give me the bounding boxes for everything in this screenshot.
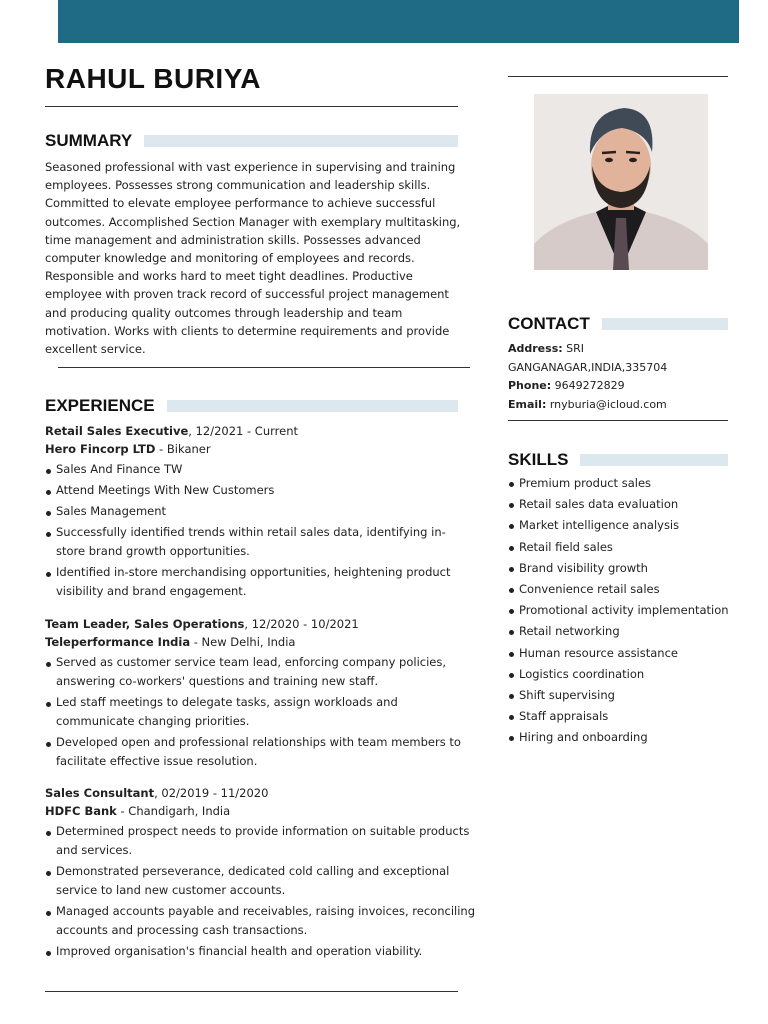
job-bullet: Identified in-store merchandising opportunities, heightening product visibility and brand engagement. bbox=[45, 563, 475, 601]
skill-item: Market intelligence analysis bbox=[508, 516, 730, 534]
contact-heading-bar bbox=[602, 318, 728, 330]
job-bullet: Sales And Finance TW bbox=[45, 460, 475, 479]
profile-photo-illustration bbox=[534, 94, 708, 270]
job-title-line bbox=[45, 422, 475, 440]
job-bullets bbox=[45, 822, 475, 961]
phone-label: Phone: bbox=[508, 379, 552, 392]
job-dates: , 12/2020 - 10/2021 bbox=[244, 617, 359, 631]
summary-divider bbox=[58, 367, 470, 368]
contact-email bbox=[508, 396, 730, 415]
job-title-line bbox=[45, 784, 475, 802]
job-bullet: Improved organisation's financial health and operation viability. bbox=[45, 942, 475, 961]
experience-title: EXPERIENCE bbox=[45, 396, 155, 415]
address-line2: GANGANAGAR,INDIA,335704 bbox=[508, 360, 668, 374]
job-role: Sales Consultant bbox=[45, 786, 155, 800]
contact-address bbox=[508, 340, 730, 359]
job-entry bbox=[45, 615, 475, 773]
skill-item: Promotional activity implementation bbox=[508, 601, 730, 619]
job-bullet: Attend Meetings With New Customers bbox=[45, 481, 475, 500]
email-value: rnyburia@icloud.com bbox=[549, 397, 667, 411]
experience-heading bbox=[45, 396, 458, 416]
contact-title: CONTACT bbox=[508, 314, 590, 333]
skills-list bbox=[508, 474, 730, 749]
job-company: HDFC Bank bbox=[45, 804, 117, 818]
job-bullet: Sales Management bbox=[45, 502, 475, 521]
job-bullet: Led staff meetings to delegate tasks, assign workloads and communicate changing priorities. bbox=[45, 693, 475, 731]
profile-photo bbox=[534, 94, 708, 270]
contact-phone bbox=[508, 377, 730, 396]
skill-item: Retail field sales bbox=[508, 538, 730, 556]
skills-heading-bar bbox=[580, 454, 728, 466]
job-dates: , 02/2019 - 11/2020 bbox=[154, 786, 269, 800]
photo-top-divider bbox=[508, 76, 728, 77]
job-role: Team Leader, Sales Operations bbox=[45, 617, 245, 631]
job-bullet: Managed accounts payable and receivables, raising invoices, reconciling accounts and processing cash transactions. bbox=[45, 902, 475, 940]
job-entry bbox=[45, 422, 475, 603]
skills-title: SKILLS bbox=[508, 450, 569, 469]
summary-text: Seasoned professional with vast experience in supervising and training employees. Possesses strong communication and leadership skills. Committed to elevate employee performance to achieve successful outcomes. Accomplished Section Manager with exemplary multitasking, time management and administration skills. Possesses advanced computer knowledge and monitoring of employees and records. Responsible and works hard to meet tight deadlines. Productive employee with proven track record of successful project management and producing quality outcomes through leadership and team motivation. Works with clients to determine requirements and provide excellent service. bbox=[45, 160, 461, 357]
job-company-line bbox=[45, 802, 475, 820]
job-location: - New Delhi, India bbox=[190, 635, 296, 649]
skill-item: Staff appraisals bbox=[508, 707, 730, 725]
job-bullets bbox=[45, 653, 475, 771]
job-bullets bbox=[45, 460, 475, 601]
job-location: - Chandigarh, India bbox=[116, 804, 231, 818]
experience-divider bbox=[45, 991, 458, 992]
skills-heading bbox=[508, 450, 728, 470]
job-bullet: Served as customer service team lead, enforcing company policies, answering co-workers' questions and training new staff. bbox=[45, 653, 475, 691]
skill-item: Premium product sales bbox=[508, 474, 730, 492]
contact-divider bbox=[508, 420, 728, 421]
job-location: - Bikaner bbox=[155, 442, 211, 456]
phone-value: 9649272829 bbox=[554, 379, 625, 392]
skill-item: Convenience retail sales bbox=[508, 580, 730, 598]
contact-heading bbox=[508, 314, 728, 334]
job-entry bbox=[45, 784, 475, 963]
job-bullet: Developed open and professional relationships with team members to facilitate effective issue resolution. bbox=[45, 733, 475, 771]
address-label: Address: bbox=[508, 342, 563, 355]
job-title-line bbox=[45, 615, 475, 633]
job-role: Retail Sales Executive bbox=[45, 424, 189, 438]
job-bullet: Demonstrated perseverance, dedicated cold calling and exceptional service to land new customer accounts. bbox=[45, 862, 475, 900]
candidate-name: RAHUL BURIYA bbox=[45, 63, 262, 94]
summary-heading-bar bbox=[144, 135, 458, 147]
skill-item: Retail networking bbox=[508, 622, 730, 640]
skill-item: Hiring and onboarding bbox=[508, 728, 730, 746]
job-company: Teleperformance India bbox=[45, 635, 191, 649]
address-line1: SRI bbox=[566, 342, 585, 355]
email-label: Email: bbox=[508, 397, 547, 411]
job-bullet: Successfully identified trends within retail sales data, identifying in- store brand growth opportunities. bbox=[45, 523, 475, 561]
job-company: Hero Fincorp LTD bbox=[45, 442, 156, 456]
experience-heading-bar bbox=[167, 400, 458, 412]
summary-title: SUMMARY bbox=[45, 131, 133, 150]
job-dates: , 12/2021 - Current bbox=[188, 424, 298, 438]
job-bullet: Determined prospect needs to provide information on suitable products and services. bbox=[45, 822, 475, 860]
summary-heading bbox=[45, 131, 458, 151]
name-divider bbox=[45, 106, 458, 107]
skill-item: Logistics coordination bbox=[508, 665, 730, 683]
skill-item: Shift supervising bbox=[508, 686, 730, 704]
job-company-line bbox=[45, 440, 475, 458]
header-accent-bar bbox=[58, 0, 739, 43]
skill-item: Brand visibility growth bbox=[508, 559, 730, 577]
contact-details bbox=[508, 340, 730, 414]
job-company-line bbox=[45, 633, 475, 651]
skill-item: Retail sales data evaluation bbox=[508, 495, 730, 513]
skill-item: Human resource assistance bbox=[508, 644, 730, 662]
